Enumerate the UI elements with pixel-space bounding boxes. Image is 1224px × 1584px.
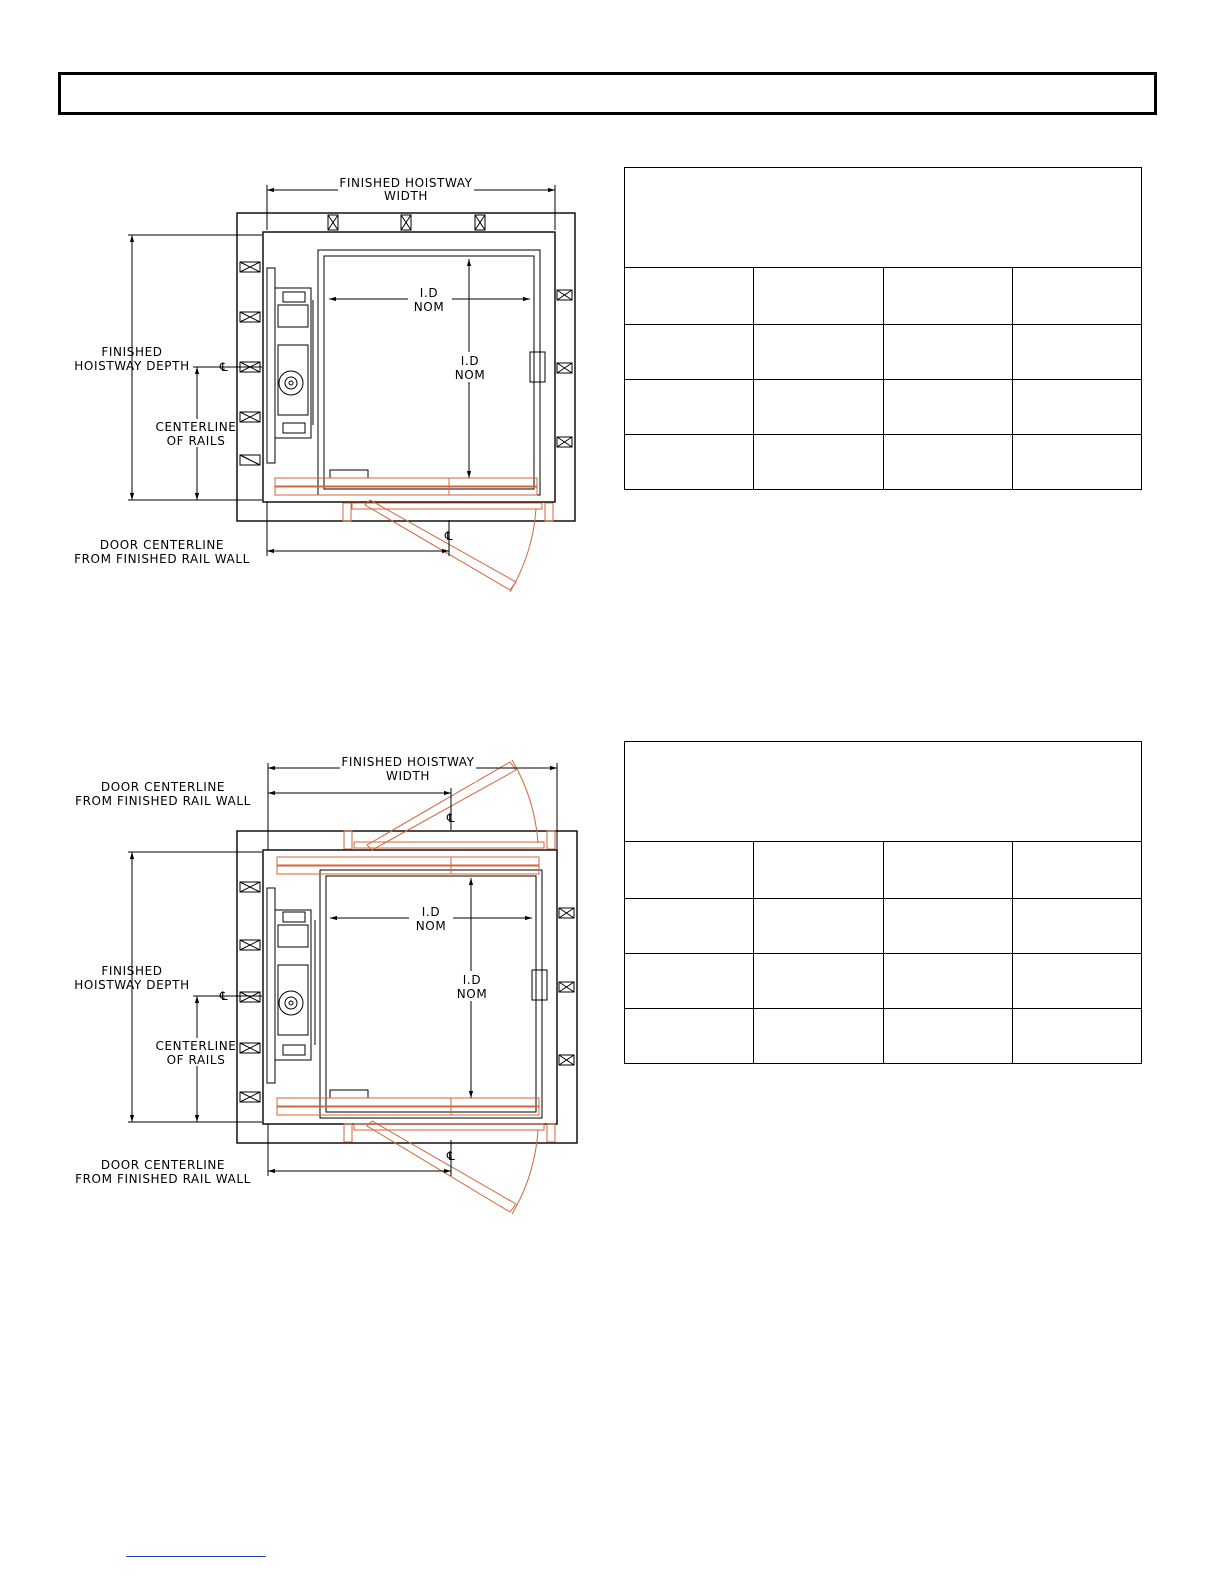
plan-1-door-cl-symbol: ℄ <box>444 529 454 543</box>
table-cell <box>883 435 1012 490</box>
plan-2-id-nom-width-2: NOM <box>415 919 447 933</box>
table-cell <box>883 1009 1012 1064</box>
plan-2-centerline-rails-2: OF RAILS <box>166 1053 226 1067</box>
plan-1-door-centerline-label-2: FROM FINISHED RAIL WALL <box>74 552 250 566</box>
plan-2 <box>74 754 577 1214</box>
table-cell <box>754 1009 883 1064</box>
plan-2-front-door-centerline-label-2: FROM FINISHED RAIL WALL <box>75 1172 251 1186</box>
table-cell <box>1012 954 1141 1009</box>
table-cell <box>754 380 883 435</box>
plan-2-centerline-rails: CENTERLINE <box>155 1039 237 1053</box>
plan-1-outer-wall <box>237 213 575 521</box>
plan-2-front-door-centerline-label: DOOR CENTERLINE <box>100 1158 226 1172</box>
plan-1-depth-label-2: HOISTWAY DEPTH <box>74 359 190 373</box>
table-cell <box>1012 899 1141 954</box>
spec-table-1-header <box>625 168 1142 268</box>
plan-1-centerline-rails: CENTERLINE <box>155 420 237 434</box>
plan-2-front-cl-symbol: ℄ <box>446 1149 456 1163</box>
plan-2-front-door <box>277 1098 555 1214</box>
plan-2-id-nom-depth: I.D <box>462 973 482 987</box>
plan-2-width-label: FINISHED HOISTWAY <box>341 755 475 769</box>
plan-2-depth-label: FINISHED <box>101 964 163 978</box>
table-cell <box>754 899 883 954</box>
table-cell <box>883 325 1012 380</box>
table-cell <box>625 380 754 435</box>
table-cell <box>883 842 1012 899</box>
table-cell <box>1012 1009 1141 1064</box>
plan-1-door-centerline-label: DOOR CENTERLINE <box>99 538 225 552</box>
table-cell <box>625 268 754 325</box>
plan-1-id-nom-depth-2: NOM <box>454 368 486 382</box>
table-cell <box>1012 268 1141 325</box>
plan-2-outer-wall <box>237 831 577 1143</box>
spec-table-1 <box>624 167 1142 490</box>
plan-1-id-nom-width: I.D <box>419 286 439 300</box>
plan-2-width-label-2: WIDTH <box>386 769 430 783</box>
table-cell <box>883 380 1012 435</box>
table-cell <box>1012 325 1141 380</box>
plan-1-depth-label: FINISHED <box>101 345 163 359</box>
plan-2-centerline-symbol: ℄ <box>219 989 229 1003</box>
footer-link-underline[interactable] <box>126 1556 266 1557</box>
table-cell <box>1012 435 1141 490</box>
table-cell <box>754 435 883 490</box>
plan-1-centerline-symbol: ℄ <box>219 360 229 374</box>
table-cell <box>1012 842 1141 899</box>
plan-1-id-nom-depth: I.D <box>460 354 480 368</box>
plan-2-rear-door-centerline-label-2: FROM FINISHED RAIL WALL <box>75 794 251 808</box>
plan-1-finished-wall <box>263 232 555 502</box>
table-cell <box>625 435 754 490</box>
spec-table-2 <box>624 741 1142 1064</box>
plan-1 <box>74 176 575 592</box>
plan-2-finished-wall <box>263 850 557 1124</box>
table-cell <box>754 268 883 325</box>
plan-2-rear-cl-symbol: ℄ <box>446 811 456 825</box>
plan-1-door <box>275 478 553 592</box>
table-cell <box>883 899 1012 954</box>
plan-2-rear-door-centerline-label: DOOR CENTERLINE <box>100 780 226 794</box>
plan-1-centerline-rails-2: OF RAILS <box>166 434 226 448</box>
table-cell <box>625 899 754 954</box>
plan-1-width-label-2: WIDTH <box>384 189 428 203</box>
plan-1-id-nom-width-2: NOM <box>413 300 445 314</box>
table-cell <box>754 842 883 899</box>
table-cell <box>883 268 1012 325</box>
spec-table-2-header <box>625 742 1142 842</box>
table-cell <box>625 842 754 899</box>
plan-2-depth-label-2: HOISTWAY DEPTH <box>74 978 190 992</box>
plan-1-width-label: FINISHED HOISTWAY <box>339 176 473 190</box>
table-cell <box>625 954 754 1009</box>
table-cell <box>625 1009 754 1064</box>
table-cell <box>883 954 1012 1009</box>
plan-2-id-nom-depth-2: NOM <box>456 987 488 1001</box>
plan-2-id-nom-width: I.D <box>421 905 441 919</box>
table-cell <box>1012 380 1141 435</box>
table-cell <box>754 954 883 1009</box>
table-cell <box>625 325 754 380</box>
table-cell <box>754 325 883 380</box>
